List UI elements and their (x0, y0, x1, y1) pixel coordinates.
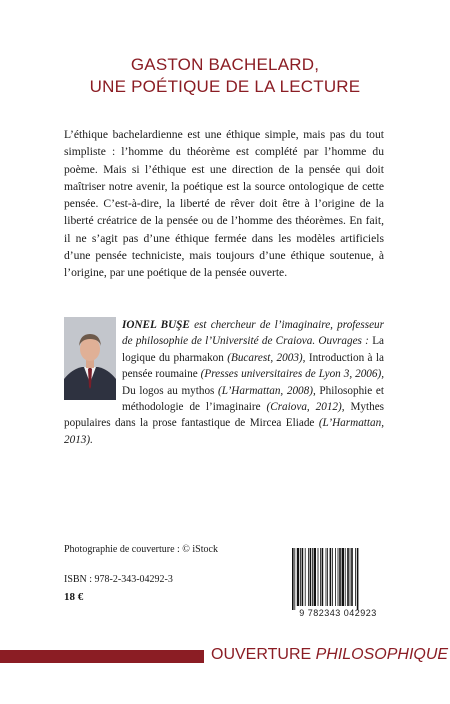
barcode-bar (330, 548, 332, 606)
barcode-bar (310, 548, 312, 606)
barcode-bar (357, 548, 359, 610)
barcode-bar (297, 548, 299, 606)
barcode-bar (322, 548, 324, 606)
barcode-bar (351, 548, 353, 606)
author-bio (64, 317, 384, 448)
barcode-bar (320, 548, 321, 606)
barcode-bar (335, 548, 336, 606)
work-publisher: (Presses universitaires de Lyon 3, 2006), (200, 368, 384, 381)
barcode-image (290, 548, 386, 610)
barcode-bar (347, 548, 349, 606)
author-name: IONEL BUŞE (122, 319, 190, 331)
author-intro: est chercheur de l’imaginaire, professeur de philosophie de l’Université de Craiova. Ouvrages : (122, 319, 384, 348)
barcode-bar (302, 548, 304, 606)
work-title: La logique du pharmakon (122, 335, 384, 364)
barcode-bar (327, 548, 328, 606)
barcode-bar (350, 548, 351, 606)
barcode-bar (312, 548, 313, 606)
barcode-bar (339, 548, 341, 606)
barcode-bar (342, 548, 344, 606)
work-publisher: (L’Harmattan, 2013). (64, 417, 384, 446)
barcode-bar (338, 548, 339, 606)
work-publisher: (Craiova, 2012), (266, 401, 345, 414)
book-title-line1: GASTON BACHELARD, (130, 55, 320, 74)
series-name-part2: PHILOSOPHIQUE (315, 646, 449, 663)
barcode-bar (305, 548, 306, 606)
work-title: Du logos au mythos (122, 384, 219, 397)
series-name (211, 645, 448, 665)
isbn: ISBN : 978-2-343-04292-3 (64, 574, 173, 585)
barcode-bar (326, 548, 327, 606)
barcode-bar (308, 548, 309, 606)
barcode-bar (314, 548, 316, 606)
work-title: Introduction à la pensée roumaine (122, 351, 384, 381)
price: 18 € (64, 591, 84, 603)
book-title-line2: UNE POÉTIQUE DE LA LECTURE (89, 77, 361, 96)
work-publisher: (L’Harmattan, 2008), (218, 384, 316, 397)
barcode-bar (355, 548, 356, 606)
back-cover-summary (64, 126, 384, 282)
work-title: Philosophie et méthodologie de l’imaginaire (122, 384, 384, 414)
barcode-bar (332, 548, 333, 606)
work-title: Mythes populaires dans la prose fantastique de Mircea Eliade (64, 401, 385, 430)
work-publisher: (Bucarest, 2003), (227, 351, 306, 364)
series-accent-bar (0, 650, 204, 663)
summary-paragraph: L’éthique bachelardienne est une éthique simple, mais pas du tout simpliste : l’homme du théorème est complété par l’homme du poème. Mais si l’éthique est une direction de la pensée qui doit maîtriser notre avenir, la poétique est la source ontologique de cette pensée. C’est-à-dire, la liberté de rêver doit être à l’origine de la liberté créatrice de la pensée ou de l’homme des théorèmes. En fait, il ne s’agit pas d’une éthique fermée dans les modèles artificiels d’une pensée techniciste, mais toujours d’une éthique soutenue, à l’origine, par une poétique de la pensée ouverte. (64, 128, 384, 280)
barcode-bar (294, 548, 295, 610)
barcode-bar (318, 548, 319, 606)
photo-credit: Photographie de couverture : © iStock (64, 544, 218, 555)
barcode-bar (292, 548, 294, 610)
author-photo-spacer (64, 317, 116, 400)
series-name-part1: OUVERTURE (211, 646, 316, 663)
barcode-bar (345, 548, 346, 606)
barcode-number: 9 782343 042923 (299, 608, 377, 618)
barcode-bar (300, 548, 301, 606)
